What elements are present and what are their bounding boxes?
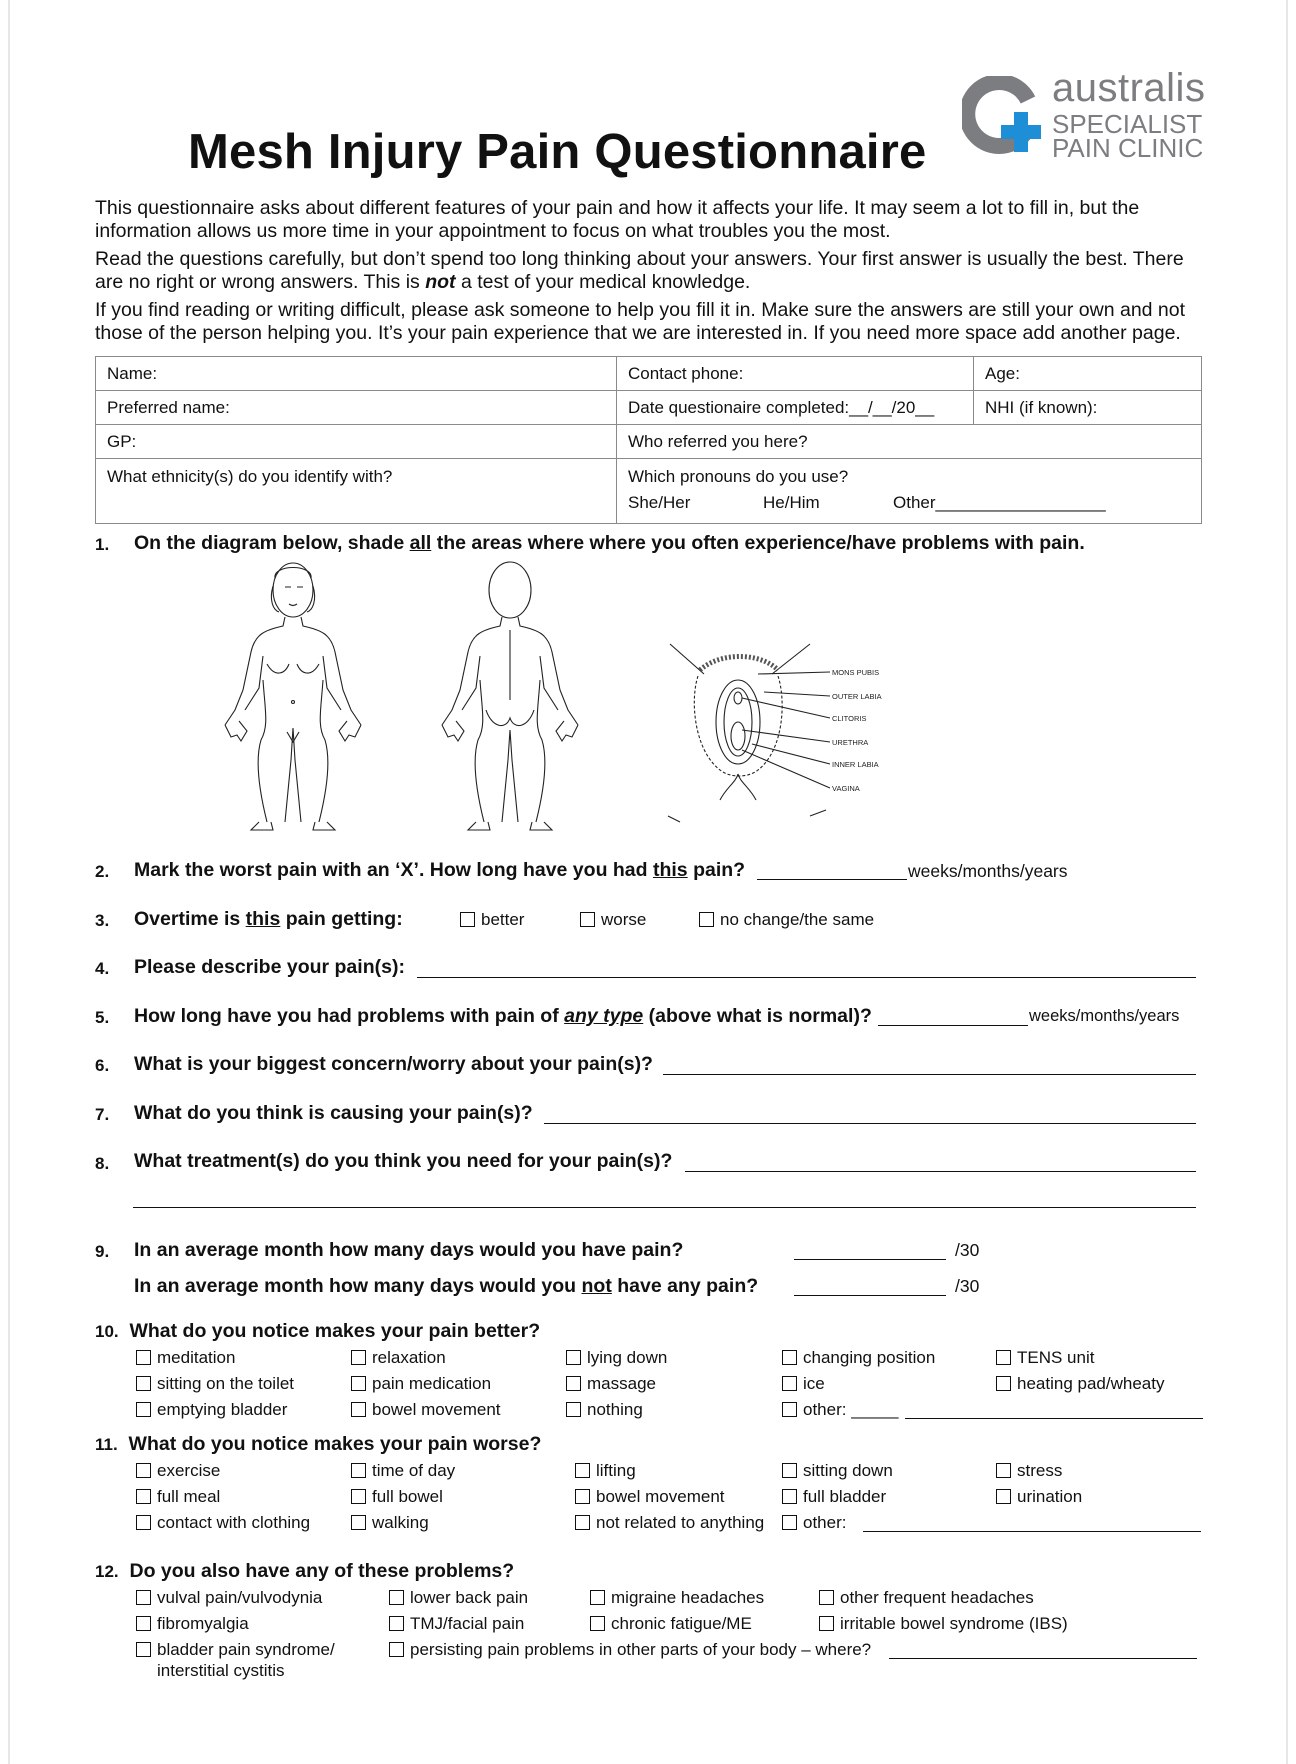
q8-answer-line-2[interactable] (133, 1193, 1196, 1208)
q12-option[interactable]: bladder pain syndrome/ (136, 1640, 335, 1660)
checkbox[interactable] (699, 912, 714, 927)
body-back-diagram[interactable] (430, 560, 590, 835)
q12-option-continuation: interstitial cystitis (157, 1661, 285, 1680)
label-vagina: VAGINA (832, 784, 860, 793)
checkbox[interactable] (590, 1616, 605, 1631)
checkbox[interactable] (566, 1376, 581, 1391)
checkbox[interactable] (389, 1616, 404, 1631)
q10-option[interactable]: relaxation (351, 1348, 446, 1368)
checkbox[interactable] (136, 1350, 151, 1365)
checkbox[interactable] (782, 1350, 797, 1365)
q7-text: What do you think is causing your pain(s)? (134, 1102, 533, 1124)
pronouns-label: Which pronouns do you use? (628, 467, 849, 486)
q10-option[interactable]: ice (782, 1374, 825, 1394)
q10-option[interactable]: meditation (136, 1348, 235, 1368)
checkbox[interactable] (351, 1376, 366, 1391)
patient-info-table (95, 356, 1202, 524)
preferred-name-field[interactable]: Preferred name: (96, 391, 617, 425)
q11-option[interactable]: urination (996, 1487, 1082, 1507)
checkbox[interactable] (575, 1489, 590, 1504)
checkbox[interactable] (136, 1463, 151, 1478)
q6-answer-line[interactable] (663, 1060, 1196, 1075)
q10-heading: 10. What do you notice makes your pain better? (95, 1320, 541, 1342)
q9-answer-line-1[interactable] (794, 1245, 946, 1260)
label-urethra: URETHRA (832, 738, 869, 747)
intro-paragraph-2: Read the questions carefully, but don’t spend too long thinking about your answers. Your first answer is usually the best. There are no right or wrong answers. This is not a test of your medical knowledge. (95, 248, 1184, 293)
q11-option[interactable]: not related to anything (575, 1513, 764, 1533)
pronoun-other[interactable]: Other__________________ (893, 493, 1106, 512)
q9-number: 9. (95, 1242, 110, 1261)
q9-answer-line-2[interactable] (794, 1281, 946, 1296)
q10-other-line[interactable] (905, 1404, 1203, 1419)
q10-option-other[interactable]: other: _____ (782, 1400, 898, 1420)
checkbox[interactable] (136, 1489, 151, 1504)
q10-option[interactable]: nothing (566, 1400, 643, 1420)
intro-paragraph-3: If you find reading or writing difficult, please ask someone to help you fill it in. Make sure the answers are still your own and not those of the person helping you. It’s your pain experience that we are interested in. If you need more space add another page. (95, 299, 1186, 344)
referred-field[interactable]: Who referred you here? (617, 425, 1202, 459)
q12-option[interactable]: lower back pain (389, 1588, 528, 1608)
q4-number: 4. (95, 959, 110, 978)
q9-text-1: In an average month how many days would you have pain? (134, 1239, 684, 1261)
checkbox[interactable] (351, 1489, 366, 1504)
q11-option[interactable]: full bladder (782, 1487, 886, 1507)
q12-option[interactable]: irritable bowel syndrome (IBS) (819, 1614, 1068, 1634)
checkbox[interactable] (460, 912, 475, 927)
q3-option-no-change[interactable]: no change/the same (699, 910, 874, 930)
q12-other-line[interactable] (889, 1644, 1197, 1659)
checkbox[interactable] (389, 1642, 404, 1657)
q6-text: What is your biggest concern/worry about your pain(s)? (134, 1053, 653, 1075)
q4-answer-line[interactable] (417, 963, 1196, 978)
q1-text: On the diagram below, shade all the areas where where you often experience/have problems with pain. (134, 532, 1085, 554)
q12-heading: 12. Do you also have any of these problems? (95, 1560, 515, 1582)
checkbox[interactable] (782, 1402, 797, 1417)
q11-option[interactable]: lifting (575, 1461, 636, 1481)
checkbox[interactable] (782, 1376, 797, 1391)
intro-paragraph-1: This questionnaire asks about different features of your pain and how it affects your life. It may seem a lot to fill in, but the information allows us more time in your appointment to focus on what troubles you the most. (95, 197, 1140, 242)
logo-name: australis (1052, 66, 1206, 110)
q12-option-other-parts[interactable]: persisting pain problems in other parts of your body – where? (389, 1640, 871, 1660)
q9-suffix-1: /30 (955, 1240, 980, 1260)
checkbox[interactable] (389, 1590, 404, 1605)
date-completed-field[interactable]: Date questionaire completed:__/__/20__ (617, 391, 974, 425)
label-clitoris: CLITORIS (832, 714, 867, 723)
q12-option[interactable]: other frequent headaches (819, 1588, 1034, 1608)
q7-number: 7. (95, 1105, 110, 1124)
q3-option-better[interactable]: better (460, 910, 524, 930)
checkbox[interactable] (566, 1350, 581, 1365)
checkbox[interactable] (351, 1350, 366, 1365)
q11-option[interactable]: exercise (136, 1461, 220, 1481)
q2-answer-line[interactable] (757, 865, 907, 880)
q8-text: What treatment(s) do you think you need for your pain(s)? (134, 1150, 673, 1172)
checkbox[interactable] (996, 1463, 1011, 1478)
q12-option[interactable]: vulval pain/vulvodynia (136, 1588, 322, 1608)
logo-subtitle-2: PAIN CLINIC (1052, 133, 1204, 163)
nhi-field[interactable]: NHI (if known): (974, 391, 1202, 425)
q4-text: Please describe your pain(s): (134, 956, 405, 978)
checkbox[interactable] (782, 1463, 797, 1478)
q7-answer-line[interactable] (544, 1109, 1196, 1124)
checkbox[interactable] (136, 1590, 151, 1605)
q2-number: 2. (95, 862, 110, 881)
pronoun-she[interactable]: She/Her (628, 493, 691, 512)
checkbox[interactable] (996, 1350, 1011, 1365)
q11-option[interactable]: bowel movement (575, 1487, 725, 1507)
q3-number: 3. (95, 911, 110, 930)
checkbox[interactable] (136, 1642, 151, 1657)
pronouns-field[interactable] (617, 459, 1202, 524)
q11-option[interactable]: full bowel (351, 1487, 443, 1507)
checkbox[interactable] (819, 1616, 834, 1631)
q8-number: 8. (95, 1154, 110, 1173)
page-edge-left (8, 0, 10, 1764)
checkbox[interactable] (782, 1515, 797, 1530)
q2-text: Mark the worst pain with an ‘X’. How long have you had this pain? (134, 859, 746, 881)
contact-phone-field[interactable]: Contact phone: (617, 357, 974, 391)
q11-option[interactable]: full meal (136, 1487, 220, 1507)
label-mons-pubis: MONS PUBIS (832, 668, 880, 677)
q11-option[interactable]: contact with clothing (136, 1513, 310, 1533)
label-inner-labia: INNER LABIA (832, 760, 879, 769)
checkbox[interactable] (575, 1463, 590, 1478)
checkbox[interactable] (580, 912, 595, 927)
checkbox[interactable] (136, 1616, 151, 1631)
ethnicity-field[interactable]: What ethnicity(s) do you identify with? (96, 459, 617, 524)
q10-option[interactable]: pain medication (351, 1374, 491, 1394)
body-front-diagram[interactable] (215, 560, 370, 835)
q5-text: How long have you had problems with pain of any type (above what is normal)? (134, 1005, 872, 1027)
q11-heading: 11. What do you notice makes your pain worse? (95, 1433, 542, 1455)
q12-option[interactable]: TMJ/facial pain (389, 1614, 524, 1634)
checkbox[interactable] (136, 1515, 151, 1530)
clinic-logo-icon (962, 76, 1056, 156)
name-field[interactable]: Name: (96, 357, 617, 391)
q11-option-other[interactable]: other: (782, 1513, 846, 1533)
q11-option[interactable]: walking (351, 1513, 429, 1533)
q11-other-line[interactable] (863, 1517, 1201, 1532)
checkbox[interactable] (819, 1590, 834, 1605)
q12-option[interactable]: chronic fatigue/ME (590, 1614, 752, 1634)
logo-subtitle-1: SPECIALIST (1052, 109, 1203, 139)
q10-option[interactable]: heating pad/wheaty (996, 1374, 1164, 1394)
checkbox[interactable] (136, 1376, 151, 1391)
gp-field[interactable]: GP: (96, 425, 617, 459)
checkbox[interactable] (590, 1590, 605, 1605)
q10-option[interactable]: massage (566, 1374, 656, 1394)
q10-option[interactable]: emptying bladder (136, 1400, 287, 1420)
checkbox[interactable] (782, 1489, 797, 1504)
label-outer-labia: OUTER LABIA (832, 692, 882, 701)
q10-option[interactable]: lying down (566, 1348, 667, 1368)
q11-option[interactable]: sitting down (782, 1461, 893, 1481)
checkbox[interactable] (575, 1515, 590, 1530)
checkbox[interactable] (351, 1515, 366, 1530)
checkbox[interactable] (351, 1402, 366, 1417)
q5-number: 5. (95, 1008, 110, 1027)
q3-option-worse[interactable]: worse (580, 910, 646, 930)
checkbox[interactable] (996, 1489, 1011, 1504)
q8-answer-line[interactable] (685, 1157, 1196, 1172)
q10-option[interactable]: TENS unit (996, 1348, 1094, 1368)
q5-answer-line[interactable] (878, 1011, 1028, 1026)
q5-suffix: weeks/months/years (1029, 1007, 1180, 1025)
q10-option[interactable]: sitting on the toilet (136, 1374, 294, 1394)
page-title: Mesh Injury Pain Questionnaire (188, 125, 927, 179)
q9-text-2: In an average month how many days would you not have any pain? (134, 1275, 759, 1297)
q10-option[interactable]: changing position (782, 1348, 935, 1368)
q10-option[interactable]: bowel movement (351, 1400, 501, 1420)
checkbox[interactable] (566, 1402, 581, 1417)
checkbox[interactable] (351, 1463, 366, 1478)
age-field[interactable]: Age: (974, 357, 1202, 391)
q11-option[interactable]: time of day (351, 1461, 455, 1481)
q9-suffix-2: /30 (955, 1276, 980, 1296)
vulva-diagram[interactable] (660, 640, 900, 830)
q11-option[interactable]: stress (996, 1461, 1062, 1481)
q3-text: Overtime is this pain getting: (134, 908, 403, 930)
q1-number: 1. (95, 535, 110, 554)
q12-option[interactable]: migraine headaches (590, 1588, 764, 1608)
q2-suffix: weeks/months/years (908, 861, 1068, 881)
checkbox[interactable] (996, 1376, 1011, 1391)
q6-number: 6. (95, 1056, 110, 1075)
q12-option[interactable]: fibromyalgia (136, 1614, 249, 1634)
pronoun-he[interactable]: He/Him (763, 493, 820, 512)
page-edge-right (1286, 0, 1288, 1764)
checkbox[interactable] (136, 1402, 151, 1417)
